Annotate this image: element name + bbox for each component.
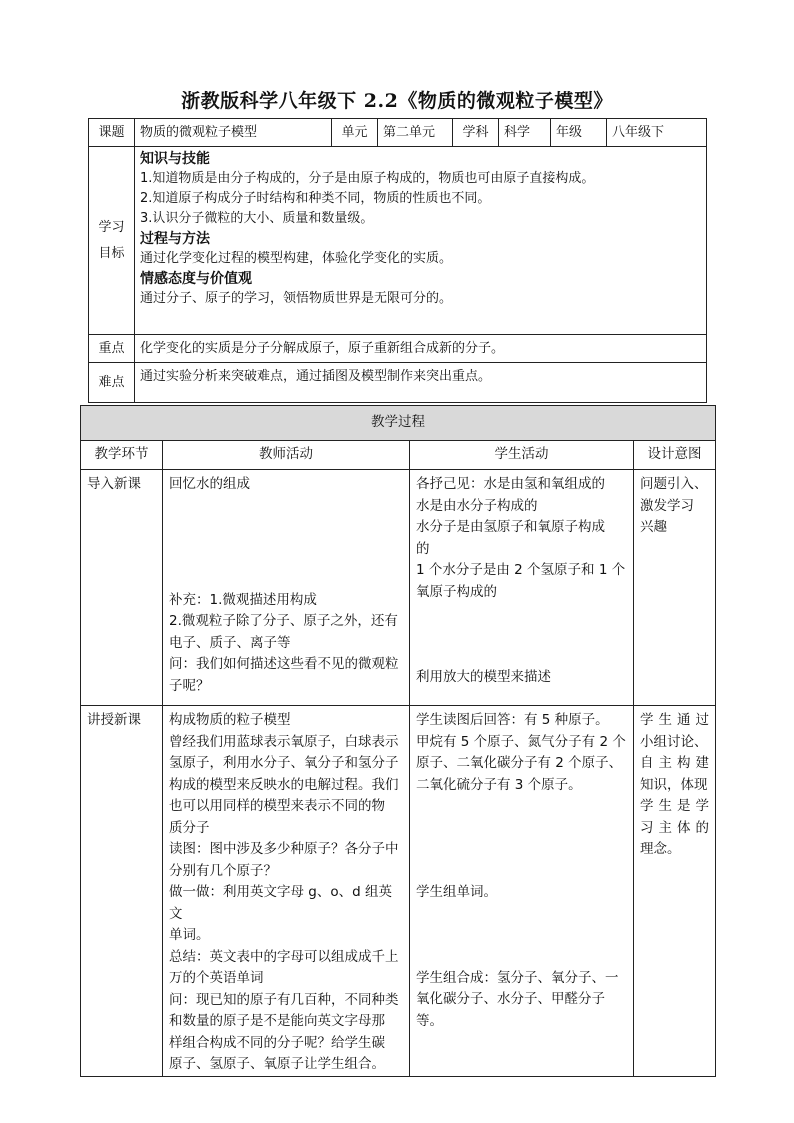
teacher-text: 读图：图中涉及多少种原子？各分子中 <box>169 841 399 857</box>
subject-value: 科学 <box>499 119 551 147</box>
objective-text: 通过分子、原子的学习，领悟物质世界是无限可分的。 <box>140 291 453 306</box>
col-teacher-header: 教师活动 <box>163 441 410 470</box>
difficult-point-label: 难点 <box>89 363 135 403</box>
student-text: 氧化碳分子、水分子、甲醛分子等。 <box>416 991 605 1029</box>
intent-text: 激发学习 <box>640 497 694 514</box>
grade-label: 年级 <box>551 119 607 147</box>
teacher-text: 问：我们如何描述这些看不见的微观粒 <box>169 656 399 672</box>
teacher-text: 回忆水的组成 <box>169 476 250 492</box>
objectives-content <box>135 147 707 335</box>
attitude-values-heading: 情感态度与价值观 <box>140 271 252 287</box>
teacher-text: 质分子 <box>169 819 210 836</box>
key-point-value: 化学变化的实质是分子分解成原子，原子重新组合成新的分子。 <box>135 335 707 363</box>
student-text: 原子、二氧化碳分子有 2 个原子、 <box>416 755 623 771</box>
teacher-text: 和数量的原子是不是能向英文字母那 <box>169 1013 385 1029</box>
col-student-header: 学生活动 <box>410 441 634 470</box>
teacher-text: 补充：1.微观描述用构成 <box>169 591 317 608</box>
objective-text: 1.知道物质是由分子构成的，分子是由原子构成的，物质也可由原子直接构成。 <box>140 171 595 186</box>
process-header: 教学过程 <box>81 406 716 441</box>
col-intent-header: 设计意图 <box>634 441 716 470</box>
intent-text: 习主体的 <box>640 819 709 836</box>
teacher-text: 曾经我们用蓝球表示氧原子，白球表示 <box>169 733 399 750</box>
teacher-text: 样组合构成不同的分子呢？给学生碳 <box>169 1034 385 1051</box>
lesson-info-table <box>88 118 707 403</box>
unit-value: 第二单元 <box>378 119 453 147</box>
objective-text: 3.认识分子微粒的大小、质量和数量级。 <box>140 211 374 226</box>
teacher-text: 问：现已知的原子有几百种，不同种类 <box>169 991 399 1008</box>
topic-value: 物质的微观粒子模型 <box>135 119 332 147</box>
objectives-label-line-2: 目标 <box>98 245 125 261</box>
teacher-text: 万的个英语单词 <box>169 970 264 986</box>
process-method-heading: 过程与方法 <box>140 231 210 247</box>
student-text: 二氧化硫分子有 3 个原子。 <box>416 776 582 793</box>
student-text: 氧原子构成的 <box>416 583 497 600</box>
unit-label: 单元 <box>332 119 378 147</box>
teacher-activity-intro <box>163 470 410 706</box>
teacher-activity-new-lesson <box>163 706 410 1077</box>
objective-text: 2.知道原子构成分子时结构和种类不同，物质的性质也不同。 <box>140 191 491 206</box>
student-text: 1 个水分子是由 2 个氢原子和 1 个 <box>416 562 626 578</box>
teacher-text: 2.微观粒子除了分子、原子之外，还有 <box>169 613 398 629</box>
student-text: 水是由水分子构成的 <box>416 497 538 514</box>
objectives-label-line-1: 学习 <box>98 219 125 235</box>
topic-label: 课题 <box>89 119 135 147</box>
stage-intro: 导入新课 <box>81 470 163 706</box>
document-title: 浙教版科学八年级下 2.2《物质的微观粒子模型》 <box>181 90 613 112</box>
intent-text: 知识，体现 <box>640 776 708 793</box>
stage-new-lesson: 讲授新课 <box>81 706 163 1077</box>
intent-text: 理念。 <box>640 841 681 857</box>
intent-text: 学生是学 <box>640 798 709 814</box>
student-activity-intro <box>410 470 634 706</box>
student-text: 学生读图后回答：有 5 种原子。 <box>416 712 609 728</box>
student-text: 水分子是由氢原子和氧原子构成 <box>416 519 605 535</box>
teacher-text: 构成的模型来反映水的电解过程。我们 <box>169 776 399 793</box>
objective-text: 通过化学变化过程的模型构建，体验化学变化的实质。 <box>140 251 453 266</box>
teacher-text: 分别有几个原子？ <box>169 862 277 879</box>
intent-text: 兴趣 <box>640 519 667 535</box>
teacher-text: 单词。 <box>169 927 210 943</box>
teacher-text: 电子、质子、离子等 <box>169 634 291 651</box>
teacher-text: 也可以用同样的模型来表示不同的物 <box>169 798 385 814</box>
knowledge-skills-heading: 知识与技能 <box>140 151 210 167</box>
teacher-text: 总结：英文表中的字母可以组成成千上 <box>169 948 399 965</box>
key-point-label: 重点 <box>89 335 135 363</box>
grade-value: 八年级下 <box>607 119 707 147</box>
teacher-text: 原子、氢原子、氧原子让学生组合。 <box>169 1056 385 1072</box>
student-text: 的 <box>416 540 430 557</box>
teacher-text: 做一做：利用英文字母 g、o、d 组英文 <box>169 884 392 922</box>
teacher-text: 氢原子，利用水分子、氧分子和氢分子 <box>169 755 399 771</box>
student-text: 各抒己见：水是由氢和氧组成的 <box>416 476 605 492</box>
teacher-text: 子呢？ <box>169 677 210 694</box>
intent-text: 学生通过 <box>640 712 709 728</box>
student-text: 甲烷有 5 个原子、氮气分子有 2 个 <box>416 733 626 750</box>
teacher-text: 构成物质的粒子模型 <box>169 712 291 728</box>
intent-intro <box>634 470 716 706</box>
student-text: 学生组单词。 <box>416 884 497 900</box>
teaching-process-table <box>80 405 716 1077</box>
intent-text: 小组讨论、 <box>640 733 708 750</box>
student-activity-new-lesson <box>410 706 634 1077</box>
objectives-label <box>89 147 135 335</box>
intent-text: 自主构建 <box>640 755 709 771</box>
intent-new-lesson <box>634 706 716 1077</box>
intent-text: 问题引入、 <box>640 476 708 492</box>
subject-label: 学科 <box>453 119 499 147</box>
student-text: 利用放大的模型来描述 <box>416 669 551 685</box>
col-stage-header: 教学环节 <box>81 441 163 470</box>
difficult-point-value: 通过实验分析来突破难点，通过插图及模型制作来突出重点。 <box>135 363 707 403</box>
student-text: 学生组合成：氢分子、氧分子、一 <box>416 969 619 986</box>
